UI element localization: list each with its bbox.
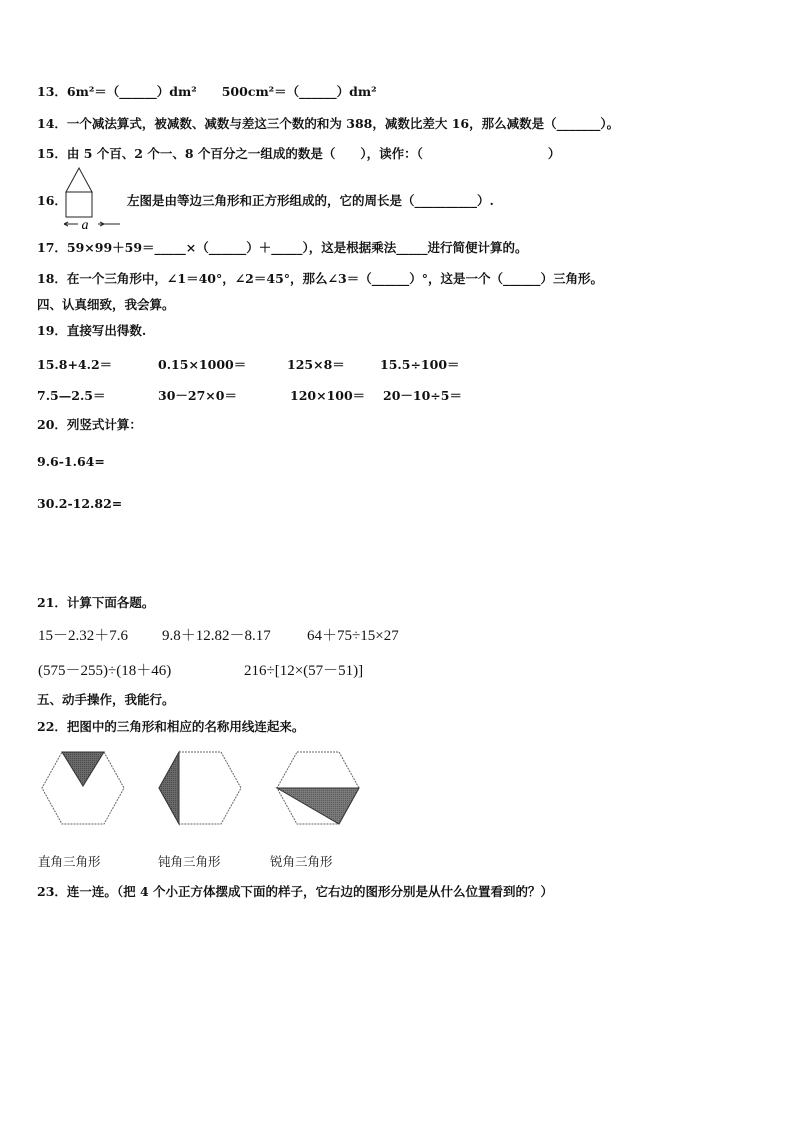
question-22: 22．把图中的三角形和相应的名称用线连起来。 <box>37 719 305 734</box>
question-16-text: 左图是由等边三角形和正方形组成的，它的周长是（__________）. <box>127 193 494 208</box>
q19-item: 0.15×1000＝ <box>158 357 247 372</box>
q19-item: 125×8＝ <box>287 357 345 372</box>
question-13: 13．6m²＝（______）dm² 500cm²＝（______）dm² <box>37 84 377 99</box>
q21-expression: 64＋75÷15×27 <box>307 628 399 644</box>
q20-item: 30.2-12.82= <box>37 496 123 511</box>
side-label-a: a <box>81 218 89 233</box>
question-16-number: 16． <box>37 193 67 208</box>
q19-item: 15.5÷100＝ <box>380 357 460 372</box>
q19-item: 7.5—2.5＝ <box>37 388 106 403</box>
q21-expression: (575－255)÷(18＋46) <box>38 663 172 679</box>
shaded-triangle <box>159 752 179 824</box>
q20-item: 9.6-1.64= <box>37 454 105 469</box>
house-figure <box>64 166 124 232</box>
question-15: 15．由 5 个百、2 个一、8 个百分之一组成的数是（ ），读作：（ ） <box>37 146 561 161</box>
question-20: 20．列竖式计算： <box>37 417 142 432</box>
q21-expression: 15－2.32＋7.6 <box>38 628 129 644</box>
section-5-heading: 五、动手操作，我能行。 <box>37 692 175 707</box>
q19-item: 120×100＝ <box>290 388 366 403</box>
hexagon-figure-1 <box>40 750 126 828</box>
q19-item: 15.8+4.2＝ <box>37 357 113 372</box>
triangle-name-obtuse: 钝角三角形 <box>158 854 221 869</box>
question-18: 18．在一个三角形中，∠1＝40°，∠2＝45°，那么∠3＝（______）°，这是一个（______）三角形。 <box>37 271 603 286</box>
shaded-triangle <box>62 752 104 786</box>
q19-item: 20－10÷5＝ <box>383 388 462 403</box>
question-23: 23．连一连。（把 4 个小正方体摆成下面的样子，它右边的图形分别是从什么位置看到的？） <box>37 884 554 899</box>
question-17: 17．59×99＋59＝_____×（______）＋_____），这是根据乘法_____进行简便计算的。 <box>37 240 528 255</box>
triangle-name-right: 直角三角形 <box>38 854 101 869</box>
question-21: 21．计算下面各题。 <box>37 595 155 610</box>
question-19: 19．直接写出得数. <box>37 323 147 338</box>
q21-expression: 9.8＋12.82－8.17 <box>162 628 271 644</box>
q19-item: 30－27×0＝ <box>158 388 237 403</box>
q21-expression: 216÷[12×(57－51)] <box>244 663 364 679</box>
question-14: 14．一个减法算式，被减数、减数与差这三个数的和为 388，减数比差大 16，那么减数是（_______）。 <box>37 116 620 131</box>
section-4-heading: 四、认真细致，我会算。 <box>37 297 175 312</box>
triangle-name-acute: 锐角三角形 <box>270 854 333 869</box>
shaded-triangle <box>277 788 359 824</box>
hexagon-figure-3 <box>275 750 361 828</box>
hexagon-figure-2 <box>157 750 243 828</box>
